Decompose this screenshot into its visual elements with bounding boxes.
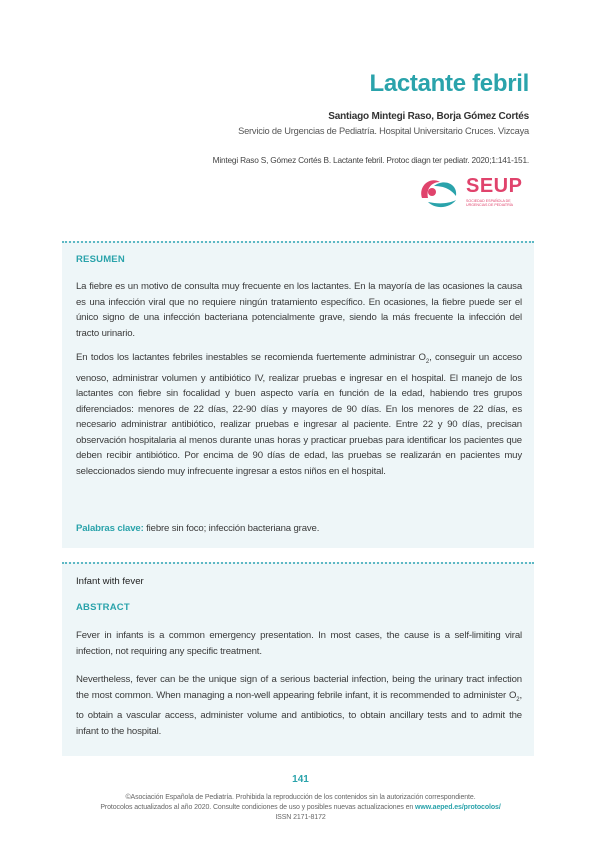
issn: ISSN 2171-8172 [275,814,326,821]
affiliation: Servicio de Urgencias de Pediatría. Hospital Universitario Cruces. Vizcaya [238,126,529,136]
abstract-paragraph-1-text: Fever in infants is a common emergency presentation. In most cases, the cause is a self-limiting viral infection, not requiring any specific treatment. [76,630,522,657]
keywords [76,521,522,537]
citation: Mintegi Raso S, Gómez Cortés B. Lactante febril. Protoc diagn ter pediatr. 2020;1:141-151. [212,155,529,165]
copyright-line: ©Asociación Española de Pediatría. Prohibida la reproducción de los contenidos sin la autorización correspondiente. [125,794,476,801]
abstract-o2-subscript: 2 [516,696,520,703]
seup-logo [416,172,536,216]
resumen-paragraph-1 [76,279,522,341]
keywords-label: Palabras clave: [76,523,144,534]
english-title: Infant with fever [76,576,144,587]
resumen-heading: RESUMEN [76,254,125,265]
seup-logo-text: SEUP [466,175,523,197]
article-title: Lactante febril [369,70,529,97]
abstract-paragraph-1 [76,628,522,659]
abstract-section [62,562,534,756]
footer-updates-line [0,804,601,811]
keywords-text: fiebre sin foco; infección bacteriana grave. [143,523,320,534]
resumen-paragraph-1-text: La fiebre es un motivo de consulta muy frecuente en los lactantes. En la mayoría de las ocasiones la causa es una infección viral que no requiere ningún tratamiento específico. En ocasiones, la fiebre puede ser el único signo de una infección bacteriana potencialmente grave, siendo la más frecuente la infección del tracto urinario. [76,281,522,339]
page-number: 141 [292,774,309,785]
resumen-section [62,241,534,548]
abstract-paragraph-2 [76,672,522,739]
seup-logo-subtitle: SOCIEDAD ESPAÑOLA DE URGENCIAS DE PEDIATRÍA [466,199,514,208]
authors: Santiago Mintegi Raso, Borja Gómez Cortés [328,111,529,122]
abstract-paragraph-2-part-a: Nevertheless, fever can be the unique sign of a serious bacterial infection, being the urinary tract infection the most common. When managing a non-well appearing febrile infant, it is recommended to administer O [76,674,522,701]
footer-updates-text: Protocolos actualizados al año 2020. Consulte condiciones de uso y posibles nuevas actualizaciones en [100,804,416,811]
abstract-paragraph-2-part-b: , to obtain a vascular access, administer volume and antibiotics, to obtain ancillary tests and to admit the infant to the hospital. [76,689,522,737]
resumen-paragraph-2 [76,350,522,480]
resumen-paragraph-2-part-b: , conseguir un acceso venoso, administrar volumen y antibiótico IV, realizar pruebas e ingresar en el hospital. El manejo de los lactantes con fiebre sin focalidad y buen aspecto varía en función de la edad, habiendo tres grupos diferenciados: menores de 22 días, 22-90 días y mayores de 90 días. En los menores de 22 días, es necesario administrar antibiótico, realizar pruebas e ingresar al paciente. Entre 22 y 90 días, precisan observación hospitalaria al menos durante unas horas y practicar pruebas para identificar los pacientes que deben recibir antibiótico. Por encima de 90 días de edad, las pruebas se realizarán en pacientes muy seleccionados siendo muy infrecuente ingresar a estos niños en el hospital. [76,352,522,478]
seup-logo-icon [416,172,462,212]
protocols-link[interactable]: www.aeped.es/protocolos/ [415,804,501,811]
resumen-paragraph-2-part-a: En todos los lactantes febriles inestables se recomienda fuertemente administrar O [76,352,426,363]
abstract-heading: ABSTRACT [76,602,130,613]
resumen-o2-subscript: 2 [425,358,430,365]
